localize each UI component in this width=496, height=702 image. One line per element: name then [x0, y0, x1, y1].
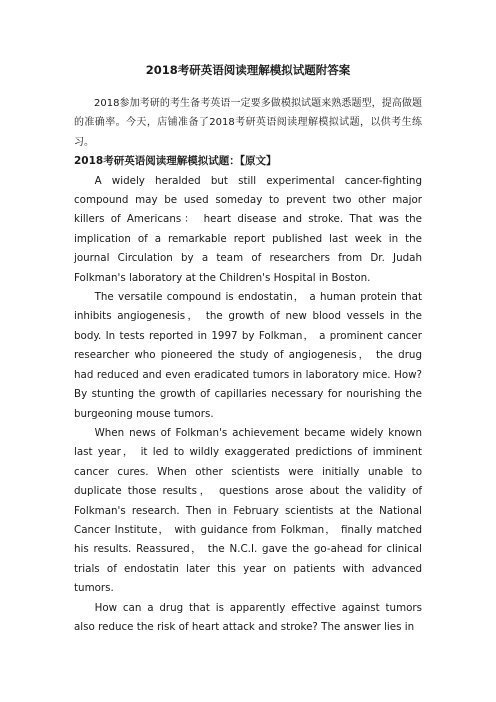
document-page — [74, 62, 422, 637]
document-title: 2018考研英语阅读理解模拟试题附答案 — [145, 63, 351, 77]
intro-paragraph: 2018参加考研的考生备考英语一定要多做模拟试题来熟悉题型，提高做题的准确率。今天，店铺准备了2018考研英语阅读理解模拟试题，以供考生练习。 — [74, 98, 422, 148]
body-paragraph-1: A widely heralded but still experimental cancer-fighting compound may be used someday to prevent two other major killers of Americans： heart disease and stroke. That was the implication of a remarkable report published last week in the journal Circulation by a team of researchers from Dr. Judah Folkman's laboratory at the Children's Hospital in Boston. — [74, 174, 422, 284]
section-heading: 2018考研英语阅读理解模拟试题：【原文】 — [74, 155, 277, 168]
body-paragraph-3: When news of Folkman's achievement became widely known last year， it led to wildly exaggerated predictions of imminent cancer cures. When other scientists were initially unable to duplicate those results， questions arose about the validity of Folkman's research. Then in February scientists at the National Cancer Institute， with guidance from Folkman， finally matched his results. Reassured， the N.C.I. gave the go-ahead for clinical trials of endostatin later this year on patients with advanced tumors. — [74, 426, 422, 595]
body-paragraph-2: The versatile compound is endostatin， a human protein that inhibits angiogenesis， the growth of new blood vessels in the body. In tests reported in 1997 by Folkman， a prominent cancer researcher who pioneered the study of angiogenesis， the drug had reduced and even eradicated tumors in laboratory mice. How? By stunting the growth of capillaries necessary for nourishing the burgeoning mouse tumors. — [74, 291, 422, 420]
body-paragraph-4: How can a drug that is apparently effective against tumors also reduce the risk of heart attack and stroke? The answer lies in — [74, 601, 422, 633]
